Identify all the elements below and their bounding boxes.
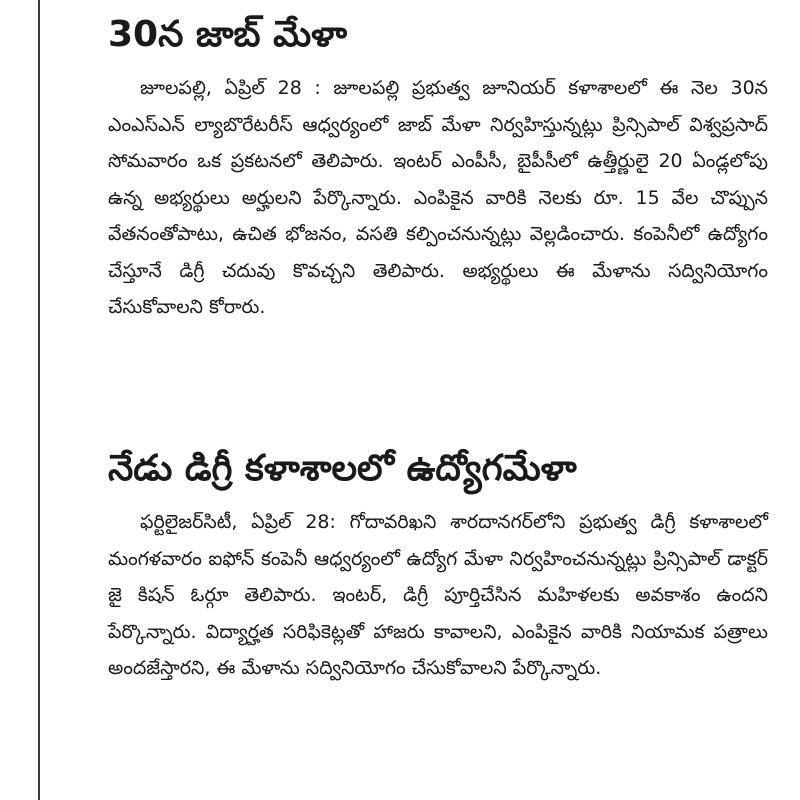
article-headline: నేడు డిగ్రీ కళాశాలలో ఉద్యోగమేళా bbox=[108, 448, 577, 489]
article-job-mela bbox=[108, 8, 768, 326]
article-body: జూలపల్లి, ఏప్రిల్ 28 : జూలపల్లి ప్రభుత్వ జూనియర్ కళాశాలలో ఈ నెల 30న ఎంఎస్ఎన్ ల్యాబొరేటరీస్ ఆధ్వర్యంలో జాబ్ మేళా నిర్వహిస్తున్నట్లు ప్రిన్సిపాల్ విశ్వప్రసాద్ సోమవారం ఒక ప్రకటనలో తెలిపారు. ఇంటర్ ఎంపీసీ, బైపీసీలో ఉత్తీర్ణులై 20 ఏండ్లలోపు ఉన్న అభ్యర్థులు అర్హులని పేర్కొన్నారు. ఎంపికైన వారికి నెలకు రూ. 15 వేల చొప్పున వేతనంతోపాటు, ఉచిత భోజనం, వసతి కల్పించనున్నట్లు వెల్లడించారు. కంపెనీలో ఉద్యోగం చేస్తూనే డిగ్రీ చదువు కొవచ్చని తెలిపారు. అభ్యర్థులు ఈ మేళాను సద్వినియోగం చేసుకోవాలని కోరారు. bbox=[108, 77, 768, 318]
article-headline: 30న జాబ్ మేళా bbox=[108, 14, 348, 55]
article-body: ఫర్టిలైజర్‌సిటీ, ఏప్రిల్ 28: గోదావరిఖని శారదానగర్‌లోని ప్రభుత్వ డిగ్రీ కళాశాలలో మంగళవారం ఐఫోన్ కంపెనీ ఆధ్వర్యంలో ఉద్యోగ మేళా నిర్వహించనున్నట్లు ప్రిన్సిపాల్ డాక్టర్ జై కిషన్ ఓర్గూ తెలిపారు. ఇంటర్, డిగ్రీ పూర్తిచేసిన మహిళలకు అవకాశం ఉందని పేర్కొన్నారు. విద్యార్హత సరిఫికెట్లతో హాజరు కావాలని, ఎంపికైన వారికి నియామక పత్రాలు అందజేస్తారని, ఈ మేళాను సద్వినియోగం చేసుకోవాలని పేర్కొన్నారు. bbox=[108, 511, 768, 679]
article-degree-college-job-mela bbox=[108, 442, 768, 687]
page-border-line bbox=[38, 0, 40, 800]
